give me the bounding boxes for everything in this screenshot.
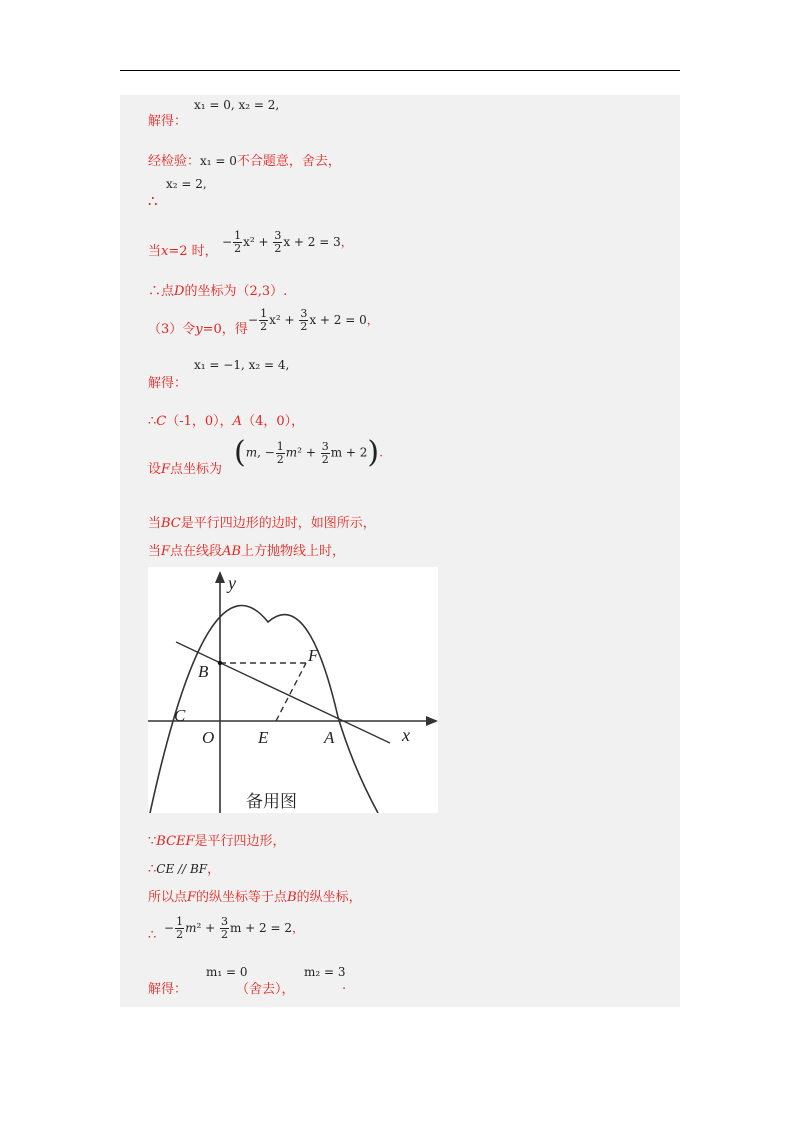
line-bcef-parallelogram: ∵BCEF是平行四边形，: [148, 834, 286, 849]
therefore-2: ∴: [148, 928, 157, 943]
label-x: x: [402, 725, 410, 745]
fraction-three-half: $\frac{3}{2}$: [300, 307, 308, 333]
line-solve-1: [148, 110, 187, 129]
label-y: y: [228, 573, 236, 593]
header-rule: [120, 70, 680, 71]
check-label: 经检验：: [148, 154, 201, 169]
solve-label-3: 解得：: [148, 982, 188, 997]
label-b: B: [198, 662, 209, 681]
fraction-three-half: $\frac{3}{2}$: [274, 229, 282, 255]
point-b: [218, 661, 222, 665]
line-points-ca: ∴C（-1，0），A（4，0），: [148, 414, 305, 429]
line-set-f: 设F点坐标为: [148, 462, 223, 477]
solve-label-2: 解得：: [148, 376, 188, 391]
math-ce-bf: CE // BF: [156, 862, 208, 876]
var-ab: AB: [222, 544, 242, 559]
therefore-1: ∴: [148, 192, 158, 210]
parabola-figure: [148, 567, 438, 813]
fraction-three-half: $\frac{3}{2}$: [220, 915, 228, 941]
x-axis-arrow-icon: [426, 716, 438, 726]
fraction-half: $\frac{1}{2}$: [260, 307, 268, 333]
var-c: C: [156, 414, 167, 429]
line-ce-parallel-bf: ∴CE // BF，: [148, 862, 221, 877]
math-m2: m₂ = 3: [304, 965, 346, 979]
figure-svg: [148, 567, 438, 813]
math-roots-1: x₁ = 0, x₂ = 2,: [194, 98, 280, 112]
solve-label: 解得：: [148, 114, 188, 129]
math-eq-when-x2: − $\frac{1}{2}$ x² + $\frac{3}{2}$ x + 2 = 3，: [222, 229, 353, 255]
check-text: 不合题意，舍去，: [236, 154, 341, 169]
when-text: 当: [148, 244, 162, 259]
var-y: y: [195, 322, 203, 337]
figure-caption: 备用图: [246, 792, 297, 812]
label-e: E: [258, 728, 269, 747]
var-x: x: [161, 244, 169, 259]
label-a: A: [324, 728, 335, 747]
fraction-half: $\frac{1}{2}$: [176, 915, 184, 941]
math-roots-2: x₁ = −1, x₂ = 4,: [194, 358, 290, 372]
equals-2-text: =2 时，: [168, 244, 218, 259]
line-point-d: ∴点D的坐标为（2,3）.: [148, 284, 288, 299]
line-f-above-ab: 当F点在线段AB上方抛物线上时，: [148, 544, 346, 559]
math-m1: m₁ = 0: [206, 965, 248, 979]
var-d: D: [174, 284, 185, 299]
fraction-three-half: $\frac{3}{2}$: [321, 439, 329, 466]
math-f-coords: (m, − $\frac{1}{2}$ m² + $\frac{3}{2}$ m + 2).: [234, 435, 383, 470]
var-bc: BC: [161, 516, 181, 531]
y-axis-arrow-icon: [215, 571, 225, 583]
label-c: C: [174, 706, 186, 725]
period: .: [342, 978, 347, 993]
fraction-half: $\frac{1}{2}$: [234, 229, 242, 255]
var-a: A: [232, 414, 243, 429]
line-when-x2: [148, 240, 218, 259]
line-case-bc-side: 当BC是平行四边形的边时，如图所示，: [148, 516, 376, 531]
line-ordinate-equal: 所以点F的纵坐标等于点B的纵坐标，: [148, 890, 362, 905]
math-eq-y0: − $\frac{1}{2}$ x² + $\frac{3}{2}$ x + 2 = 0，: [248, 307, 379, 333]
discard-text: （舍去），: [236, 982, 295, 997]
var-bcef: BCEF: [156, 834, 195, 849]
var-f: F: [161, 462, 171, 477]
line-check: [148, 150, 341, 169]
label-f: F: [308, 646, 319, 665]
fraction-half: $\frac{1}{2}$: [276, 439, 284, 466]
line-part-3: （3）令y=0，得: [148, 322, 248, 337]
label-o: O: [202, 728, 215, 747]
math-eq-m: − $\frac{1}{2}$ m² + $\frac{3}{2}$ m + 2 = 2，: [164, 915, 304, 941]
math-x1-zero: x₁ = 0: [200, 154, 237, 168]
math-x2: x₂ = 2,: [166, 177, 207, 191]
